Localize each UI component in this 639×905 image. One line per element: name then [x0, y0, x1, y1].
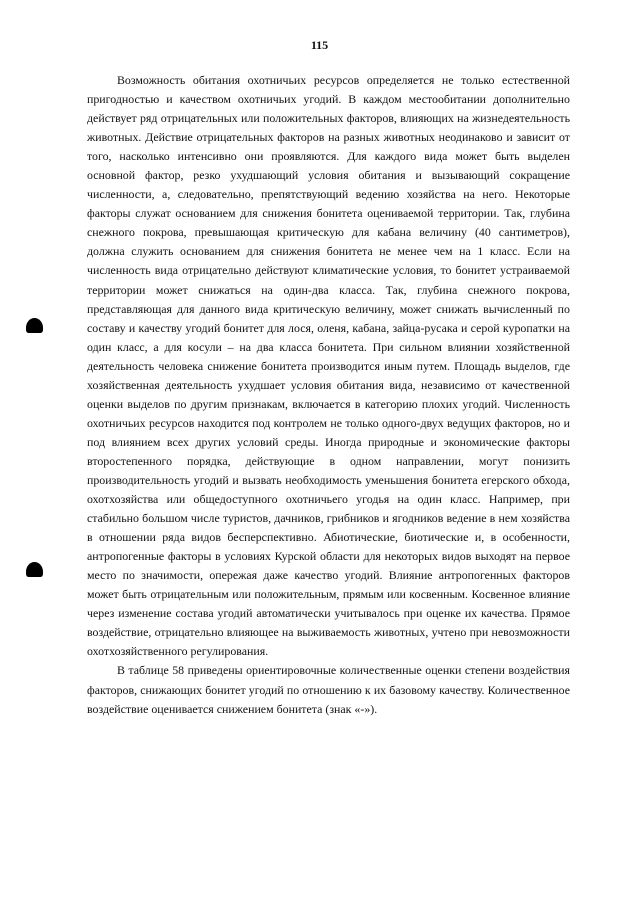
body-text — [87, 71, 570, 719]
binder-hole-mark — [26, 318, 43, 333]
page-number: 115 — [310, 38, 329, 52]
paragraph-2: В таблице 58 приведены ориентировочные количественные оценки степени воздействия факторов, снижающих бонитет угодий по отношению к их базовому качеству. Количественное воздействие оценивается снижением бонитета (знак «-»). — [87, 663, 570, 716]
paragraph-1: Возможность обитания охотничьих ресурсов определяется не только естественной пригодностью и качеством охотничьих угодий. В каждом местообитании дополнительно действует ряд отрицательных или положительных факторов, влияющих на жизнедеятельность животных. Действие отрицательных факторов на разных животных неодинаково и зависит от того, насколько интенсивно они проявляются. Для каждого вида может быть выделен основной фактор, резко ухудшающий условия обитания и вызывающий сокращение численности, а, следовательно, препятствующий ведению хозяйства на него. Некоторые факторы служат основанием для снижения бонитета оцениваемой территории. Так, глубина снежного покрова, превышающая критическую для кабана величину (40 сантиметров), должна служить основанием для снижения бонитета не менее чем на 1 класс. Если на численность вида отрицательно действуют климатические условия, то бонитет устраиваемой территории может снижаться на один-два класса. Так, глубина снежного покрова, представляющая для данного вида критическую величину, может снижать вычисленный по составу и качеству угодий бонитет для лося, оленя, кабана, зайца-русака и серой куропатки на один класс, а для косули – на два класса бонитета. При сильном влиянии хозяйственной деятельность человека снижение бонитета производится иным путем. Площадь выделов, где хозяйственная деятельность ухудшает условия обитания вида, независимо от качественной оценки выделов по другим признакам, включается в категорию плохих угодий. Численность охотничьих ресурсов находится под контролем не только одного-двух ведущих факторов, но и под влиянием всех других условий среды. Иногда природные и экономические факторы второстепенного порядка, действующие в одном направлении, могут понизить производительность угодий и вызвать необходимость уменьшения бонитета егерского обхода, охотхозяйства или общедоступного охотничьего угодья на один класс. Например, при стабильно большом числе туристов, дачников, грибников и ягодников ведение в нем хозяйства в отношении ряда видов бесперспективно. Абиотические, биотические и, в особенности, антропогенные факторы в условиях Курской области для некоторых видов выходят на первое место по значимости, опережая даже качество угодий. Влияние антропогенных факторов может быть отрицательным или положительным, прямым или косвенным. Косвенное влияние через изменение состава угодий автоматически учитывалось при оценке их качества. Прямое воздействие, отрицательно влияющее на выживаемость животных, учтено при невозможности охотхозяйственного регулирования. — [87, 73, 570, 659]
binder-hole-mark — [26, 562, 43, 577]
